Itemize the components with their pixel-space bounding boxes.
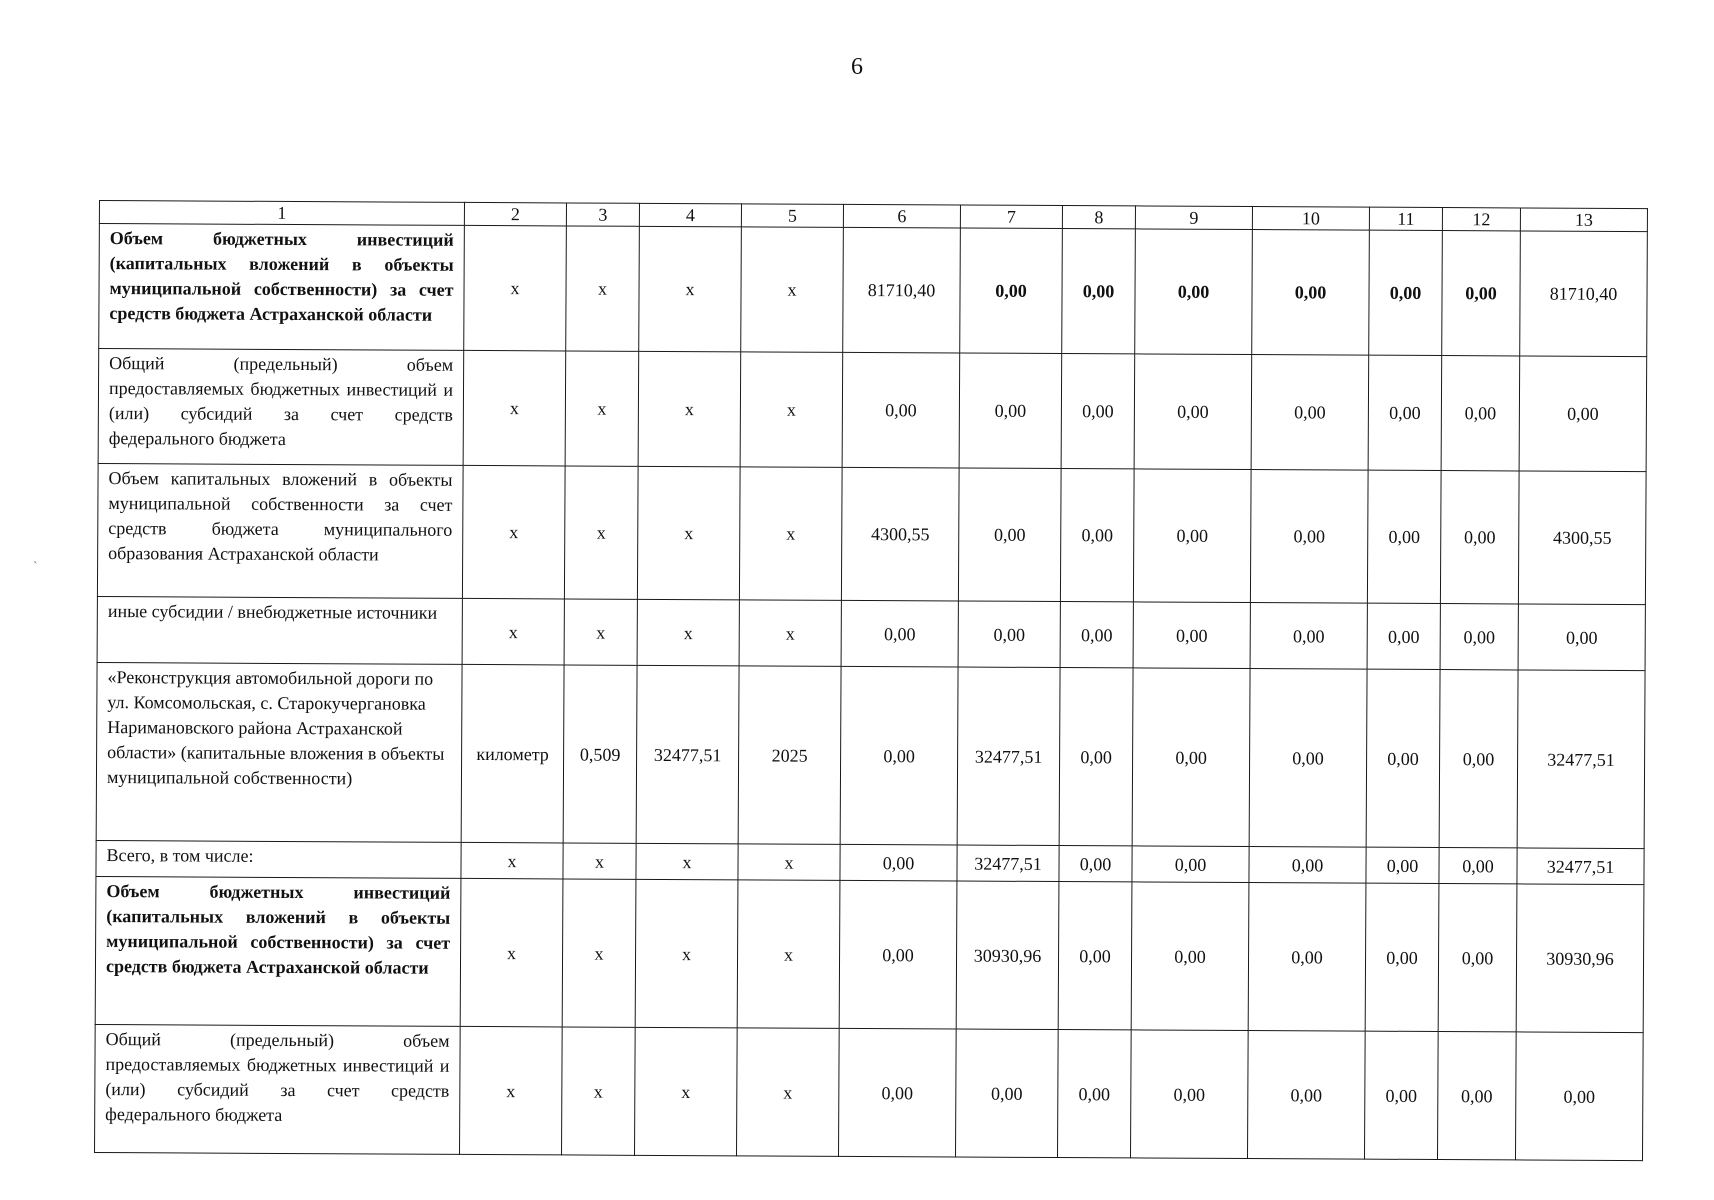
table-cell: x (461, 842, 563, 879)
table-cell: 30930,96 (956, 881, 1059, 1030)
table-cell: 32477,51 (636, 665, 739, 844)
table-cell: 0,00 (841, 600, 958, 667)
table-cell: 0,00 (1249, 847, 1366, 884)
header-cell: 8 (1062, 206, 1135, 229)
table-cell: x (564, 466, 638, 599)
table-cell: километр (461, 664, 564, 843)
header-cell: 4 (639, 203, 741, 227)
table-cell: 0,00 (1439, 670, 1518, 848)
table-cell: 0,509 (563, 665, 637, 843)
table-row (99, 224, 1648, 357)
table-cell: 0,00 (1369, 230, 1443, 355)
table-cell: 4300,55 (1518, 471, 1646, 605)
table-cell: 0,00 (1252, 230, 1370, 356)
table-row (95, 876, 1644, 1032)
table-cell: 0,00 (1132, 668, 1250, 847)
table-cell: 0,00 (1442, 231, 1521, 356)
table-cell: 0,00 (958, 601, 1060, 668)
table-cell: x (564, 599, 637, 665)
table-cell: x (635, 1027, 738, 1156)
table-cell: 0,00 (959, 353, 1062, 469)
row-name-cell: Объем бюджетных инвестиций (капитальных вложений в объекты муниципальной собственности) за счет средств бюджета Астраханской области (95, 876, 461, 1026)
table-row (98, 349, 1647, 472)
table-cell: 0,00 (1248, 883, 1366, 1032)
table-cell: x (637, 599, 739, 666)
table-cell: 0,00 (1058, 882, 1132, 1030)
table-cell: x (740, 352, 843, 468)
table-cell: 0,00 (1515, 1032, 1643, 1161)
table-cell: 0,00 (1519, 356, 1647, 472)
table-cell: x (563, 843, 636, 879)
header-cell: 11 (1369, 207, 1442, 230)
table-cell: 0,00 (1249, 669, 1367, 848)
table-cell: 0,00 (1439, 848, 1517, 884)
table-cell: 32477,51 (1517, 848, 1644, 885)
table-cell: x (637, 466, 740, 600)
table-cell: 0,00 (1441, 356, 1520, 471)
table-cell: x (737, 1028, 840, 1157)
table-cell: 0,00 (1367, 603, 1440, 669)
table-cell: 0,00 (840, 844, 957, 881)
header-cell: 7 (960, 205, 1062, 229)
table-cell: 0,00 (958, 468, 1061, 602)
table-cell: x (460, 878, 563, 1027)
table-cell: 0,00 (1368, 355, 1442, 470)
table-cell: x (565, 351, 639, 466)
table-cell: 0,00 (1133, 602, 1250, 669)
header-cell: 1 (99, 201, 464, 226)
table-cell: x (566, 226, 640, 351)
table-cell: x (462, 465, 565, 599)
row-name-cell: иные субсидии / внебюджетные источники (97, 596, 462, 664)
table-cell: 0,00 (960, 228, 1063, 354)
table-cell: x (739, 467, 842, 601)
table-row (97, 596, 1645, 670)
table-cell: 0,00 (1057, 1030, 1131, 1158)
row-name-cell: «Реконструкция автомобильной дороги по ул. Комсомольская, с. Старокучергановка Наримановского района Астраханской области» (капитальные вложения в объекты муниципальной собственности) (96, 662, 462, 842)
table-cell: 0,00 (1133, 469, 1251, 603)
header-cell: 3 (566, 203, 639, 226)
table-cell: 0,00 (1367, 470, 1441, 603)
table-cell: 0,00 (1440, 604, 1518, 670)
table-cell: x (741, 227, 844, 353)
table-cell: x (562, 1027, 636, 1155)
table-cell: x (739, 600, 841, 667)
table-cell: 0,00 (956, 1029, 1059, 1158)
table-cell: x (638, 351, 741, 467)
table-cell: 0,00 (1132, 846, 1249, 883)
header-cell: 9 (1135, 206, 1252, 230)
table-cell: 0,00 (1518, 604, 1645, 671)
header-cell: 13 (1520, 208, 1647, 232)
table-cell: 0,00 (1366, 669, 1440, 847)
table-cell: 30930,96 (1516, 884, 1644, 1033)
table-cell: 0,00 (1134, 354, 1252, 470)
stray-mark: ` (33, 560, 38, 575)
row-name-cell: Объем капитальных вложений в объекты муниципальной собственности за счет средств бюджета муниципального образования Астраханской области (97, 463, 463, 598)
table-cell: x (737, 880, 840, 1029)
table-cell: 0,00 (840, 666, 958, 845)
table-cell: 0,00 (839, 880, 957, 1029)
table-cell: 0,00 (1437, 1032, 1516, 1160)
table-cell: 0,00 (839, 1028, 957, 1157)
page-number: 6 (851, 54, 863, 80)
header-cell: 12 (1442, 208, 1520, 231)
table-cell: 0,00 (1135, 229, 1253, 355)
table-cell: x (462, 598, 564, 665)
table-cell: 0,00 (1062, 229, 1136, 354)
table-row (96, 662, 1645, 848)
table-cell: 32477,51 (957, 667, 1060, 846)
table-cell: x (562, 879, 636, 1027)
table-cell: 0,00 (1366, 847, 1439, 883)
table-row (97, 463, 1646, 604)
header-cell: 2 (464, 202, 566, 226)
table-cell: 32477,51 (957, 845, 1059, 882)
table-cell: 4300,55 (841, 467, 959, 601)
table-cell: 0,00 (1440, 471, 1519, 604)
table-row (95, 1024, 1644, 1160)
table-cell: x (464, 225, 567, 351)
table-cell: x (639, 226, 742, 352)
table-cell: x (460, 1026, 563, 1155)
table-cell: 0,00 (1131, 882, 1249, 1031)
table-cell: 81710,40 (843, 227, 961, 353)
header-cell: 6 (843, 204, 960, 228)
table-cell: 81710,40 (1520, 231, 1648, 357)
table-cell: 0,00 (1061, 354, 1135, 469)
table-cell: 0,00 (1060, 469, 1134, 602)
table-cell: 0,00 (1059, 846, 1132, 882)
row-name-cell: Всего, в том числе: (96, 840, 461, 878)
table-cell: 0,00 (1438, 884, 1517, 1032)
table-cell: 32477,51 (1517, 670, 1645, 849)
table-cell: x (636, 843, 738, 880)
table-cell: 0,00 (842, 352, 960, 468)
row-name-cell: Общий (предельный) объем предоставляемых бюджетных инвестиций и (или) субсидий за счет средств федерального бюджета (95, 1024, 461, 1154)
table-cell: 0,00 (1060, 602, 1133, 668)
row-name-cell: Общий (предельный) объем предоставляемых бюджетных инвестиций и (или) субсидий за счет средств федерального бюджета (98, 349, 464, 466)
table-cell: 0,00 (1250, 603, 1367, 670)
header-cell: 10 (1252, 207, 1369, 231)
table-cell: 0,00 (1059, 668, 1133, 846)
table-cell: 2025 (738, 666, 841, 845)
table-cell: 0,00 (1251, 355, 1369, 471)
table-cell: x (738, 844, 840, 881)
row-name-cell: Объем бюджетных инвестиций (капитальных вложений в объекты муниципальной собственности) за счет средств бюджета Астраханской области (99, 224, 465, 351)
table-cell: 0,00 (1130, 1030, 1248, 1159)
table-cell: 0,00 (1247, 1031, 1365, 1160)
table-cell: x (463, 350, 566, 466)
table-cell: 0,00 (1364, 1031, 1438, 1159)
header-cell: 5 (741, 204, 843, 228)
budget-table (94, 200, 1648, 1161)
table-cell: 0,00 (1250, 470, 1368, 604)
table-cell: 0,00 (1365, 883, 1439, 1031)
table-cell: x (635, 879, 738, 1028)
